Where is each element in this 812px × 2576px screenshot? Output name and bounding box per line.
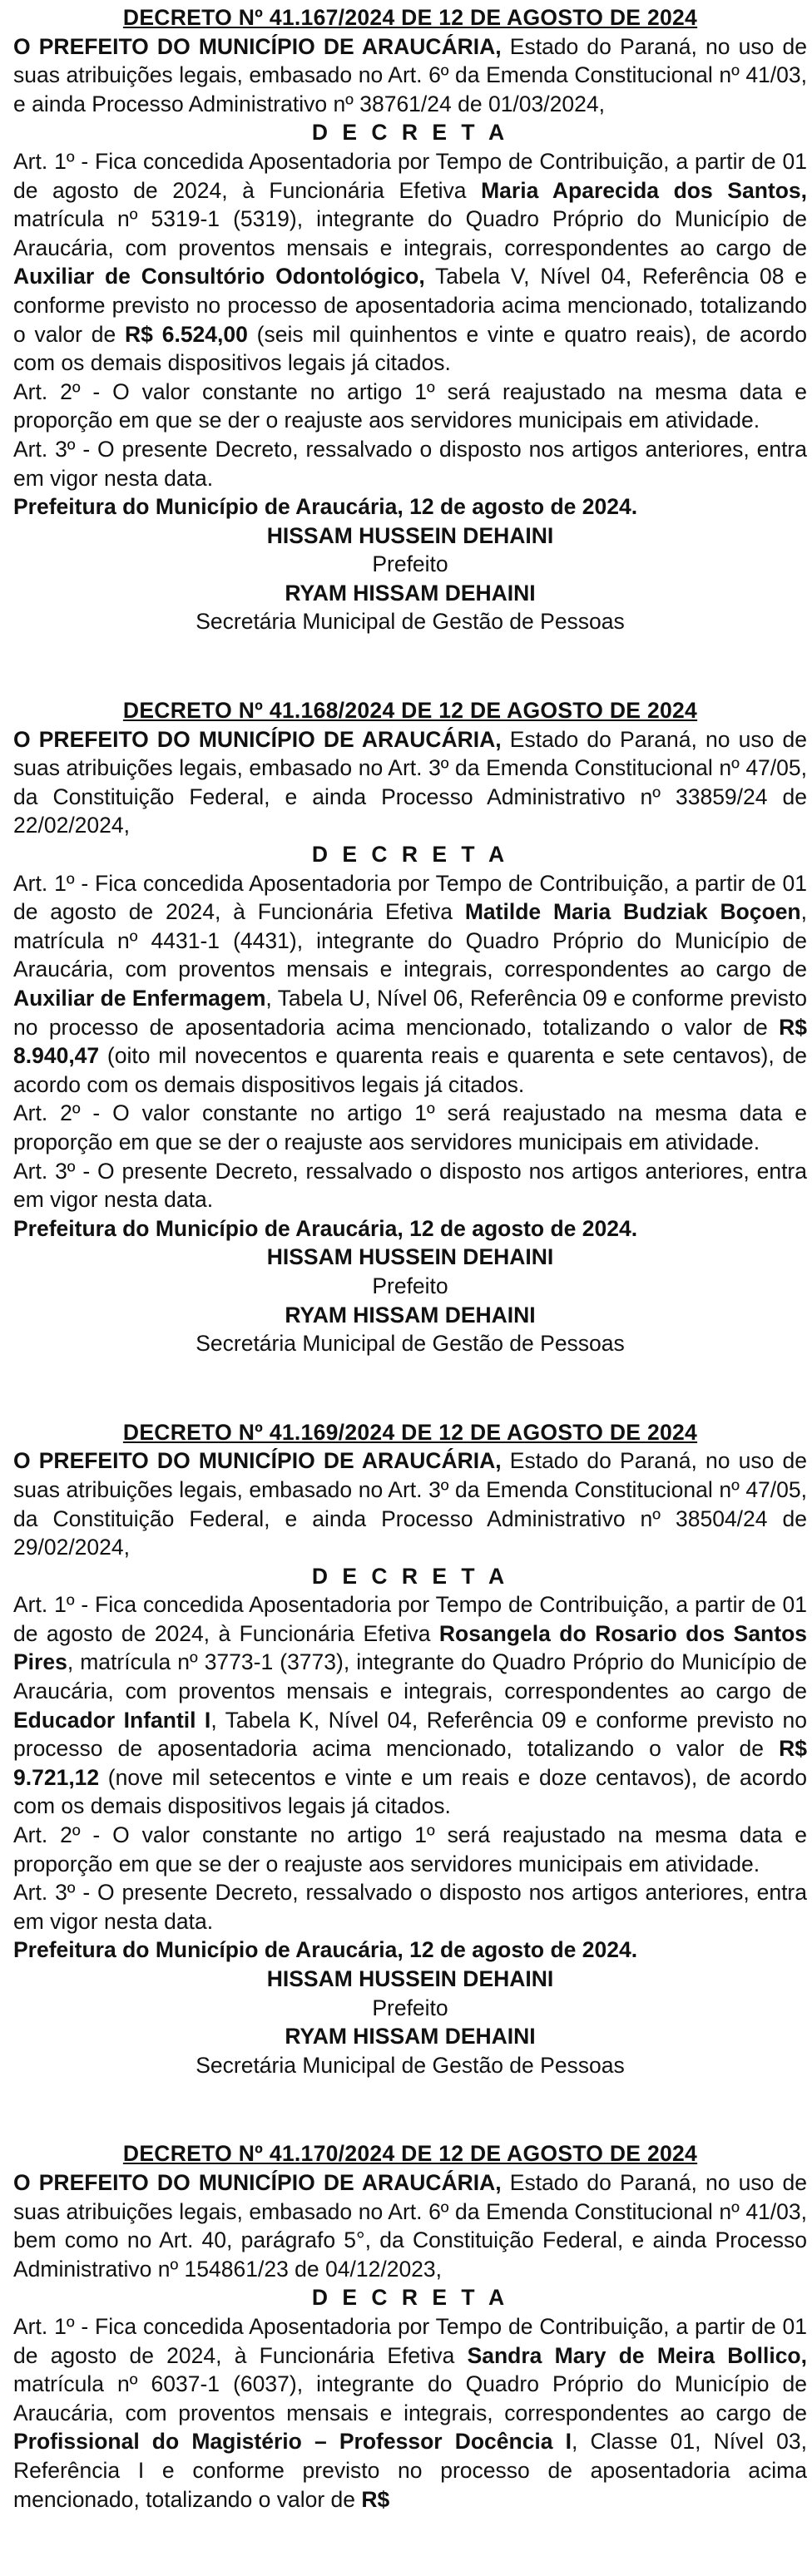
mayor-role: Prefeito — [372, 1995, 448, 2020]
mayor-name: HISSAM HUSSEIN DEHAINI — [266, 1966, 554, 1991]
place-date: Prefeitura do Município de Araucária, 12 de agosto de 2024. — [13, 494, 638, 520]
decreta-heading: D E C R E T A — [311, 1563, 509, 1589]
art1-text: , Classe 01, Nível 03, Referência I e conforme previsto no processo de aposentadoria acima mencionado, totalizando o valor de — [13, 2429, 807, 2512]
pension-value: R$ 6.524,00 — [125, 321, 248, 347]
job-title: Educador Infantil I — [13, 1707, 211, 1733]
art1-text: matrícula nº 6037-1 (6037), integrante do Quadro Próprio do Município de Araucária, com proventos mensais e integrais, correspondentes ao cargo de — [13, 2371, 807, 2425]
art1-text: matrícula nº 5319-1 (5319), integrante do Quadro Próprio do Município de Araucária, com proventos mensais e integrais, correspondentes ao cargo de — [13, 206, 807, 260]
mayor-role: Prefeito — [372, 1273, 448, 1298]
pension-value: R$ — [361, 2486, 390, 2512]
preamble-text: Estado do Paraná, no uso de suas atribuições legais, embasado no Art. 3º da Emenda Constitucional nº 47/05, da Constituição Federal, e ainda Processo Administrativo nº 38504/24 de 29/02/2024, — [13, 1448, 807, 1560]
secretary-role: Secretária Municipal de Gestão de Pessoas — [196, 609, 625, 635]
pension-value: R$ 8.940,47 — [13, 1014, 807, 1069]
article-2: Art. 2º - O valor constante no artigo 1º será reajustado na mesma data e proporção em que se der o reajuste aos servidores municipais em atividade. — [13, 1822, 807, 1876]
secretary-role: Secretária Municipal de Gestão de Pessoas — [196, 1331, 625, 1357]
decree-title: DECRETO Nº 41.167/2024 DE 12 DE AGOSTO DE 2024 — [122, 5, 698, 30]
pension-value: R$ 9.721,12 — [13, 1736, 807, 1790]
preamble-text: Estado do Paraná, no uso de suas atribuições legais, embasado no Art. 6º da Emenda Constitucional nº 41/03, bem como no Art. 40, parágrafo 5°, da Constituição Federal, e ainda Processo Administrativo nº 154861/23 de 04/12/2023, — [13, 2169, 807, 2282]
decreta-heading: D E C R E T A — [311, 842, 509, 868]
employee-name: Sandra Mary de Meira Bollico, — [467, 2342, 807, 2368]
place-date: Prefeitura do Município de Araucária, 12 de agosto de 2024. — [13, 1215, 638, 1241]
article-3: Art. 3º - O presente Decreto, ressalvado o disposto nos artigos anteriores, entra em vigor nesta data. — [13, 1880, 807, 1934]
secretary-name: RYAM HISSAM DEHAINI — [285, 1302, 536, 1328]
art1-text: Art. 1º - Fica concedida Aposentadoria por Tempo de Contribuição, a partir de 01 de agosto de 2024, à Funcionária Efetiva — [13, 2313, 807, 2368]
preamble-authority: O PREFEITO DO MUNICÍPIO DE ARAUCÁRIA, — [13, 1448, 502, 1474]
preamble-authority: O PREFEITO DO MUNICÍPIO DE ARAUCÁRIA, — [13, 2169, 502, 2195]
article-3: Art. 3º - O presente Decreto, ressalvado o disposto nos artigos anteriores, entra em vigor nesta data. — [13, 1158, 807, 1213]
mayor-name: HISSAM HUSSEIN DEHAINI — [266, 1244, 554, 1270]
preamble-authority: O PREFEITO DO MUNICÍPIO DE ARAUCÁRIA, — [13, 33, 502, 59]
decree-preamble — [13, 32, 807, 119]
decree-preamble — [13, 725, 807, 840]
article-2: Art. 2º - O valor constante no artigo 1º será reajustado na mesma data e proporção em que se der o reajuste aos servidores municipais em atividade. — [13, 1100, 807, 1155]
art1-text: Art. 1º - Fica concedida Aposentadoria por Tempo de Contribuição, a partir de 01 de agosto de 2024, à Funcionária Efetiva — [13, 148, 807, 203]
art1-text: , Tabela U, Nível 06, Referência 09 e conforme previsto no processo de aposentadoria acima mencionado, totalizando o valor de — [13, 986, 807, 1040]
job-title: Profissional do Magistério – Professor Docência I — [13, 2429, 572, 2455]
secretary-name: RYAM HISSAM DEHAINI — [285, 580, 536, 606]
decree-preamble — [13, 1446, 807, 1561]
job-title: Auxiliar de Consultório Odontológico, — [13, 264, 425, 289]
article-1 — [13, 869, 807, 1100]
article-1 — [13, 2312, 807, 2514]
art1-text: Tabela V, Nível 04, Referência 08 e conforme previsto no processo de aposentadoria acima mencionado, totalizando o valor de — [13, 264, 807, 347]
preamble-text: Estado do Paraná, no uso de suas atribuições legais, embasado no Art. 3º da Emenda Constitucional nº 47/05, da Constituição Federal, e ainda Processo Administrativo nº 33859/24 de 22/02/2024, — [13, 726, 807, 838]
decree-preamble — [13, 2168, 807, 2283]
secretary-name: RYAM HISSAM DEHAINI — [285, 2024, 536, 2049]
mayor-name: HISSAM HUSSEIN DEHAINI — [266, 522, 554, 548]
article-1 — [13, 1590, 807, 1821]
place-date: Prefeitura do Município de Araucária, 12 de agosto de 2024. — [13, 1937, 638, 1963]
art1-text: , matrícula nº 3773-1 (3773), integrante do Quadro Próprio do Município de Araucária, com proventos mensais e integrais, correspondentes ao cargo de — [13, 1649, 807, 1704]
article-1 — [13, 147, 807, 378]
employee-name: Matilde Maria Budziak Boçoen — [464, 899, 801, 925]
job-title: Auxiliar de Enfermagem — [13, 986, 266, 1011]
decree-41168 — [13, 696, 807, 1358]
decree-title: DECRETO Nº 41.169/2024 DE 12 DE AGOSTO DE 2024 — [122, 1419, 698, 1445]
art1-text: , Tabela K, Nível 04, Referência 09 e conforme previsto no processo de aposentadoria acima mencionado, totalizando o valor de — [13, 1707, 808, 1762]
art1-text: (seis mil quinhentos e vinte e quatro reais), de acordo com os demais dispositivos legais já citados. — [13, 321, 807, 376]
employee-name: Maria Aparecida dos Santos, — [481, 177, 808, 203]
decree-41167 — [13, 3, 807, 636]
art1-text: (oito mil novecentos e quarenta reais e quarenta e sete centavos), de acordo com os demais dispositivos legais já citados. — [13, 1043, 807, 1097]
art1-text: , matrícula nº 4431-1 (4431), integrante do Quadro Próprio do Município de Araucária, com proventos mensais e integrais, correspondentes ao cargo de — [13, 899, 807, 982]
article-3: Art. 3º - O presente Decreto, ressalvado o disposto nos artigos anteriores, entra em vigor nesta data. — [13, 436, 807, 491]
art1-text: Art. 1º - Fica concedida Aposentadoria por Tempo de Contribuição, a partir de 01 de agosto de 2024, à Funcionária Efetiva — [13, 1592, 807, 1646]
employee-name: Rosangela do Rosario dos Santos Pires — [13, 1620, 807, 1675]
art1-text: Art. 1º - Fica concedida Aposentadoria por Tempo de Contribuição, a partir de 01 de agosto de 2024, à Funcionária Efetiva — [13, 870, 807, 925]
preamble-authority: O PREFEITO DO MUNICÍPIO DE ARAUCÁRIA, — [13, 726, 502, 752]
decree-title: DECRETO Nº 41.168/2024 DE 12 DE AGOSTO DE 2024 — [122, 698, 698, 724]
preamble-text: Estado do Paraná, no uso de suas atribuições legais, embasado no Art. 6º da Emenda Constitucional nº 41/03, e ainda Processo Administrativo nº 38761/24 de 01/03/2024, — [13, 33, 807, 116]
secretary-role: Secretária Municipal de Gestão de Pessoas — [196, 2052, 625, 2078]
decreta-heading: D E C R E T A — [311, 120, 509, 146]
decree-41169 — [13, 1418, 807, 2080]
article-2: Art. 2º - O valor constante no artigo 1º será reajustado na mesma data e proporção em que se der o reajuste aos servidores municipais em atividade. — [13, 378, 807, 433]
decree-41170 — [13, 2139, 807, 2514]
decree-title: DECRETO Nº 41.170/2024 DE 12 DE AGOSTO DE 2024 — [122, 2141, 698, 2167]
art1-text: (nove mil setecentos e vinte e um reais e doze centavos), de acordo com os demais dispositivos legais já citados. — [13, 1764, 807, 1819]
mayor-role: Prefeito — [372, 551, 448, 577]
decreta-heading: D E C R E T A — [311, 2285, 509, 2311]
